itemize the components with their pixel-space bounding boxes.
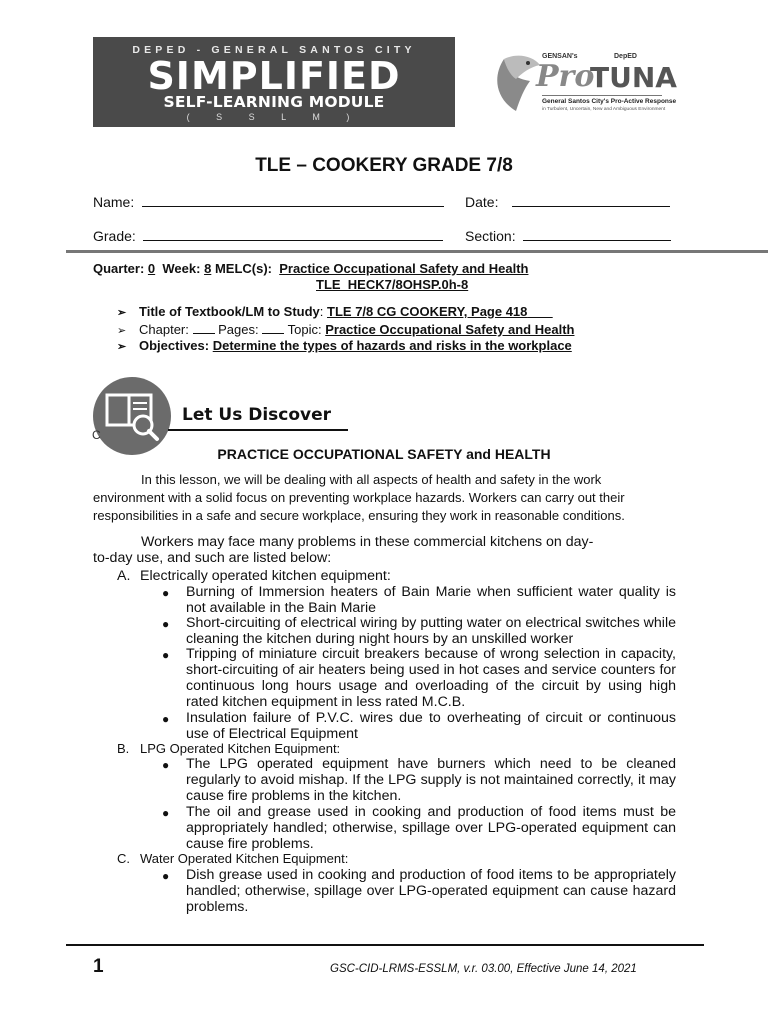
quarter-label: Quarter: bbox=[93, 261, 145, 276]
intro-line1: In this lesson, we will be dealing with all aspects of health and safety in the work bbox=[141, 472, 602, 487]
arrow-bullet-icon: ➢ bbox=[117, 325, 127, 337]
grade-field[interactable] bbox=[93, 228, 443, 244]
logo-pro: Pro bbox=[536, 59, 595, 94]
section-field[interactable] bbox=[465, 228, 671, 244]
pages-label: Pages: bbox=[218, 322, 259, 337]
list-letter-b: B. bbox=[117, 741, 130, 756]
list-title-c: Water Operated Kitchen Equipment: bbox=[140, 851, 349, 866]
topic-value: Practice Occupational Safety and Health bbox=[325, 322, 575, 337]
logo-tagline2: in Turbulent, Uncertain, New and Ambiguous Environment bbox=[542, 107, 666, 112]
pages-blank bbox=[262, 321, 284, 334]
melc-value: Practice Occupational Safety and Health bbox=[279, 261, 529, 276]
textbook-value: TLE 7/8 CG COOKERY, Page 418 bbox=[327, 304, 528, 319]
lead-line1: Workers may face many problems in these commercial kitchens on day- bbox=[141, 534, 594, 550]
book-search-icon bbox=[93, 377, 171, 455]
arrow-bullet-icon: ➢ bbox=[117, 341, 127, 353]
bullet-icon: ● bbox=[162, 586, 170, 600]
bullet-icon: ● bbox=[162, 617, 170, 631]
bullet-icon: ● bbox=[162, 806, 170, 820]
grade-label: Grade: bbox=[93, 228, 136, 244]
logo-divider bbox=[542, 95, 662, 96]
intro-line2: environment with a solid focus on preventing workplace hazards. Workers can carry out their bbox=[93, 490, 625, 505]
page-title: TLE – COOKERY GRADE 7/8 bbox=[255, 155, 513, 176]
list-letter-a: A. bbox=[117, 568, 131, 584]
quarter-value: 0 bbox=[147, 261, 156, 276]
banner-line2: SIMPLIFIED bbox=[147, 54, 401, 98]
header-divider bbox=[66, 250, 768, 253]
list-title-a: Electrically operated kitchen equipment: bbox=[140, 568, 391, 584]
bullet-b2: The oil and grease used in cooking and production of food items must be appropriately handled; otherwise, spillage over LPG-operated equipment can cause fire problems. bbox=[186, 804, 676, 852]
list-item-a bbox=[117, 568, 391, 584]
banner-line4: ( S S L M ) bbox=[186, 112, 362, 122]
logo-tagline1: General Santos City's Pro-Active Response bbox=[542, 98, 677, 105]
objectives-value: Determine the types of hazards and risks in the workplace bbox=[212, 338, 572, 353]
logo-deped: DepED bbox=[614, 53, 637, 60]
chapter-blank bbox=[193, 321, 215, 334]
bullet-icon: ● bbox=[162, 758, 170, 772]
protuna-logo bbox=[486, 47, 676, 119]
week-value: 8 bbox=[204, 261, 212, 276]
banner-line1: DEPED - GENERAL SANTOS CITY bbox=[132, 44, 416, 56]
stray-letter: C bbox=[92, 428, 101, 442]
section-title: Let Us Discover bbox=[182, 405, 332, 425]
intro-line3: responsibilities in a safe and secure workplace, ensuring they work in reasonable conditions. bbox=[93, 508, 625, 523]
list-item-c bbox=[117, 851, 349, 866]
lead-line2: to-day use, and such are listed below: bbox=[93, 550, 332, 566]
chapter-line bbox=[117, 321, 574, 337]
name-field[interactable] bbox=[93, 194, 444, 210]
topic-label: Topic: bbox=[287, 322, 322, 337]
chapter-label: Chapter: bbox=[139, 322, 189, 337]
list-item-b bbox=[117, 741, 341, 756]
grade-blank[interactable] bbox=[143, 228, 443, 241]
objectives-label: Objectives: bbox=[139, 338, 210, 353]
date-label: Date: bbox=[465, 194, 499, 210]
list-letter-c: C. bbox=[117, 851, 130, 866]
banner-line3: SELF-LEARNING MODULE bbox=[163, 93, 385, 111]
objectives-line bbox=[117, 338, 572, 353]
date-blank[interactable] bbox=[512, 194, 670, 207]
bullet-c1: Dish grease used in cooking and production of food items to be appropriately handled; otherwise, spillage over LPG-operated equipment can cause hazard problems. bbox=[186, 867, 676, 915]
bullet-icon: ● bbox=[162, 648, 170, 662]
sslm-banner bbox=[93, 37, 455, 127]
discover-badge bbox=[93, 377, 171, 455]
logo-gensan: GENSAN's bbox=[542, 53, 578, 60]
melc-label: MELC(s): bbox=[214, 261, 272, 276]
textbook-label: Title of Textbook/LM to Study bbox=[139, 304, 320, 319]
section-label: Section: bbox=[465, 228, 516, 244]
footer-divider bbox=[66, 944, 704, 946]
melc-code-text: TLE_HECK7/8OHSP.0h-8 bbox=[316, 277, 469, 292]
bullet-a2: Short-circuiting of electrical wiring by putting water on electrical switches while cleaning the kitchen during night hours by an unskilled worker bbox=[186, 615, 676, 647]
arrow-bullet-icon: ➢ bbox=[117, 307, 127, 319]
textbook-line: ➢ Title of Textbook/LM to Study: TLE 7/8 CG COOKERY, Page 418 bbox=[117, 304, 528, 319]
bullet-b1: The LPG operated equipment have burners which need to be cleaned regularly to avoid mishap. If the LPG supply is not maintained correctly, it may cause fire problems in the kitchen. bbox=[186, 756, 676, 804]
week-label: Week: bbox=[162, 261, 201, 276]
section-blank[interactable] bbox=[523, 228, 671, 241]
logo-tuna: TUNA bbox=[590, 61, 677, 94]
date-field[interactable] bbox=[465, 194, 670, 210]
lesson-heading: PRACTICE OCCUPATIONAL SAFETY and HEALTH bbox=[217, 446, 551, 462]
melc-code bbox=[316, 277, 468, 292]
bullet-a3: Tripping of miniature circuit breakers because of wrong selection in capacity, short-circuiting of air heaters being used in hot cases and service counters for continuous long hours usage and overloading of the circuit by using high rated kitchen equipment in less rated M.C.B. bbox=[186, 646, 676, 710]
name-blank[interactable] bbox=[142, 194, 444, 207]
name-label: Name: bbox=[93, 194, 135, 210]
section-title-underline bbox=[168, 429, 348, 431]
footer-code: GSC-CID-LRMS-ESSLM, v.r. 03.00, Effective June 14, 2021 bbox=[330, 963, 637, 975]
bullet-icon: ● bbox=[162, 712, 170, 726]
bullet-a4: Insulation failure of P.V.C. wires due to overheating of circuit or continuous use of Electrical Equipment bbox=[186, 710, 676, 742]
quarter-line bbox=[93, 261, 528, 276]
page-number: 1 bbox=[93, 956, 104, 977]
list-title-b: LPG Operated Kitchen Equipment: bbox=[140, 741, 341, 756]
bullet-icon: ● bbox=[162, 869, 170, 883]
bullet-a1: Burning of Immersion heaters of Bain Marie when sufficient water quality is not available in the Bain Marie bbox=[186, 584, 676, 616]
